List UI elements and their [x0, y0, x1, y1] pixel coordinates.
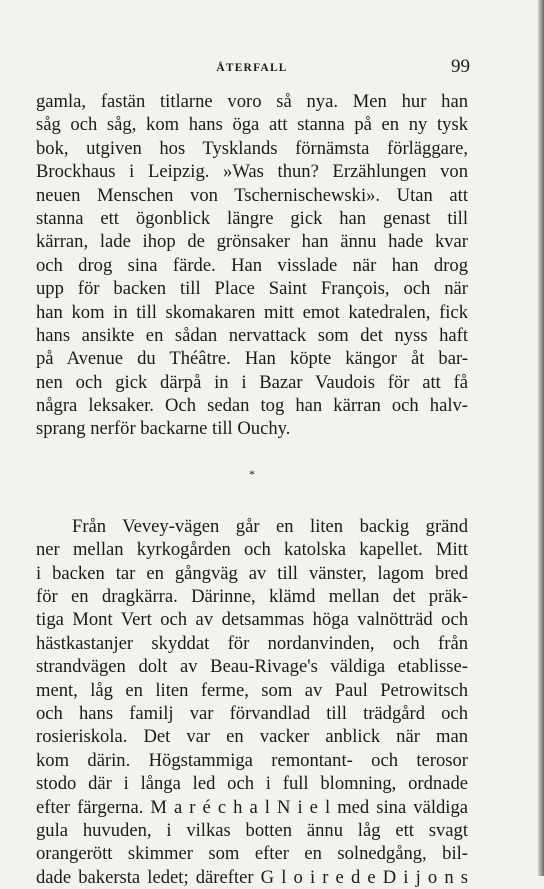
text-line: för en dragkärra. Därinne, klämd mellan det präk- — [36, 586, 468, 608]
text-line: ner mellan kyrkogården och katolska kapellet. Mitt — [36, 539, 468, 561]
text-line: nen och gick därpå in i Bazar Vaudois för att få — [36, 371, 468, 393]
text-line: gamla, fastän titlarne voro så nya. Men hur han — [36, 91, 468, 112]
text-line: Från Vevey-vägen går en liten backig gränd — [72, 515, 468, 537]
text-line: stodo där i långa led och i full blomning, ordnade — [36, 773, 468, 795]
text-line: sprang nerför backarne till Ouchy. — [36, 418, 291, 440]
text-line: på Avenue du Théâtre. Han köpte kängor åt bar- — [36, 348, 468, 370]
text-line: och drog sina färde. Han visslade när han drog — [36, 254, 468, 276]
text-line: kom därin. Högstammiga remontant- och terosor — [36, 749, 468, 771]
text-line: i backen tar en gångväg av till vänster, lagom bred — [36, 562, 468, 584]
paragraph-1 — [36, 90, 468, 441]
body-text — [36, 90, 468, 889]
text-line: upp för backen till Place Saint François, och när — [36, 278, 468, 300]
text-line: han kom in till skomakaren mitt emot katedralen, fick — [36, 301, 468, 323]
text-line: såg och såg, kom hans öga att stanna på en ny tysk — [36, 114, 468, 136]
text-line: tiga Mont Vert och av detsammas höga valnötträd och — [36, 609, 468, 631]
text-line: dade bakersta ledet; därefter G l o i r e d e D i j o n s — [36, 866, 468, 888]
text-line: ment, låg en liten ferme, som av Paul Petrowitsch — [36, 679, 468, 701]
page-edge — [538, 0, 544, 876]
text-line: hans ansikte en sådan nervattack som det nyss haft — [36, 324, 468, 346]
text-line: efter färgerna. M a r é c h a l N i e l med sina väldiga — [36, 796, 468, 818]
text-line: och hans familj var förvandlad till trädgård och — [36, 702, 468, 724]
text-line: neuen Menschen von Tschernischewski». Utan att — [36, 184, 468, 206]
running-head: ÅTERFALL — [216, 62, 288, 74]
text-line: Brockhaus i Leipzig. »Was thun? Erzählungen von — [36, 161, 468, 183]
text-line: stanna ett ögonblick längre gick han genast till — [36, 207, 468, 229]
text-line: hästkastanjer skyddat för nordanvinden, och från — [36, 632, 468, 654]
page-number: 99 — [451, 56, 470, 77]
text-line: några leksaker. Och sedan tog han kärran och halv- — [36, 395, 468, 417]
page-header — [36, 56, 468, 78]
text-line: bok, utgiven hos Tysklands förnämsta förläggare, — [36, 137, 468, 159]
text-line: kärran, lade ihop de grönsaker han ännu hade kvar — [36, 231, 468, 253]
text-line: strandvägen dolt av Beau-Rivage's väldiga etablisse- — [36, 656, 468, 678]
text-line: rosieriskola. Det var en vacker anblick när man — [36, 726, 468, 748]
text-line: orangerött skimmer som efter en solnedgång, bil- — [36, 843, 468, 865]
text-line: gula huvuden, i vilkas botten ännu låg ett svagt — [36, 819, 468, 841]
paragraph-2 — [36, 515, 468, 889]
section-separator: * — [249, 466, 255, 481]
